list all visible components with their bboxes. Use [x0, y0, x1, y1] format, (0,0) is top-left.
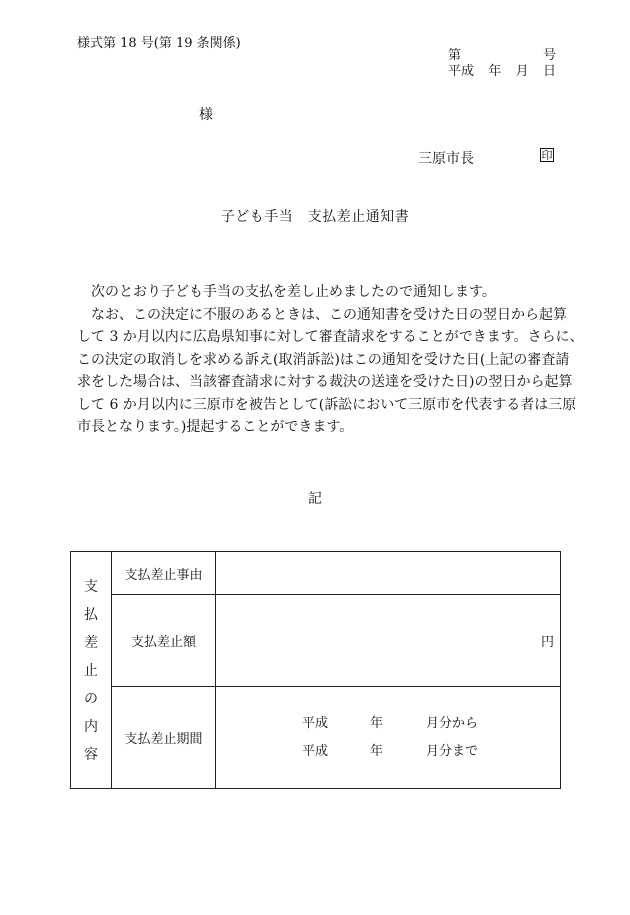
- doc-no-prefix: 第: [448, 48, 462, 63]
- seal-mark: 印: [541, 149, 553, 162]
- period-value: [216, 687, 561, 789]
- notice-body: [77, 281, 584, 439]
- period-from-rest: 月分から: [426, 715, 479, 731]
- body-paragraph-1: 次のとおり子ども手当の支払を差し止めましたので通知します。: [91, 284, 496, 300]
- vertical-char: 払: [84, 607, 98, 623]
- document-number-row: [448, 48, 556, 64]
- period-to-rest: 月分まで: [426, 743, 479, 759]
- addressee-suffix: 様: [199, 107, 213, 123]
- amount-unit: 円: [540, 635, 554, 650]
- vertical-char: 止: [84, 663, 98, 679]
- body-line: 求をした場合は、当該審査請求に対する裁決の送達を受けた日)の翌日から起算: [77, 374, 573, 390]
- ki-heading: 記: [308, 491, 322, 507]
- period-to-era: 平成: [302, 743, 329, 759]
- body-line: して 6 か月以内に三原市を被告として(訴訟において三原市を代表する者は三原: [77, 396, 577, 413]
- date-month: 月: [515, 64, 529, 79]
- table-row: [71, 595, 561, 687]
- suspension-details-table: [70, 551, 561, 789]
- period-label: 支払差止期間: [112, 687, 216, 789]
- doc-no-suffix: 号: [542, 48, 556, 63]
- period-from-year: 年: [370, 715, 384, 731]
- period-to-year: 年: [370, 743, 384, 759]
- body-line: なお、この決定に不服のあるときは、この通知書を受けた日の翌日から起算: [91, 306, 567, 323]
- vertical-header: [71, 576, 111, 764]
- vertical-header-cell: [71, 552, 112, 789]
- vertical-char: 内: [84, 719, 98, 735]
- body-line: この決定の取消しを求める訴え(取消訴訟)はこの通知を受けた日(上記の審査請: [77, 351, 570, 368]
- amount-value: [216, 595, 561, 687]
- body-line: 市長となります。)提起することができます。: [77, 419, 354, 435]
- period-from: [302, 710, 560, 738]
- document-number-block: [448, 48, 556, 80]
- table-row: [71, 687, 561, 789]
- vertical-char: 差: [84, 635, 98, 651]
- document-title: 子ども手当 支払差止通知書: [220, 209, 410, 225]
- date-era: 平成: [448, 64, 475, 79]
- table-row: [71, 552, 561, 595]
- vertical-char: 支: [84, 579, 98, 595]
- vertical-char: 容: [84, 747, 98, 763]
- date-year: 年: [488, 64, 502, 79]
- issuer-name: 三原市長: [418, 151, 474, 167]
- reason-value: [216, 552, 561, 595]
- vertical-char: の: [84, 691, 98, 707]
- period-from-era: 平成: [302, 715, 329, 731]
- amount-label: 支払差止額: [112, 595, 216, 687]
- form-number: 様式第 18 号(第 19 条関係): [77, 36, 241, 51]
- body-line: して 3 か月以内に広島県知事に対して審査請求をすることができます。さらに、: [77, 329, 584, 345]
- date-day: 日: [542, 64, 556, 79]
- issue-date-row: [448, 64, 556, 80]
- period-to: [302, 738, 560, 766]
- reason-label: 支払差止事由: [112, 552, 216, 595]
